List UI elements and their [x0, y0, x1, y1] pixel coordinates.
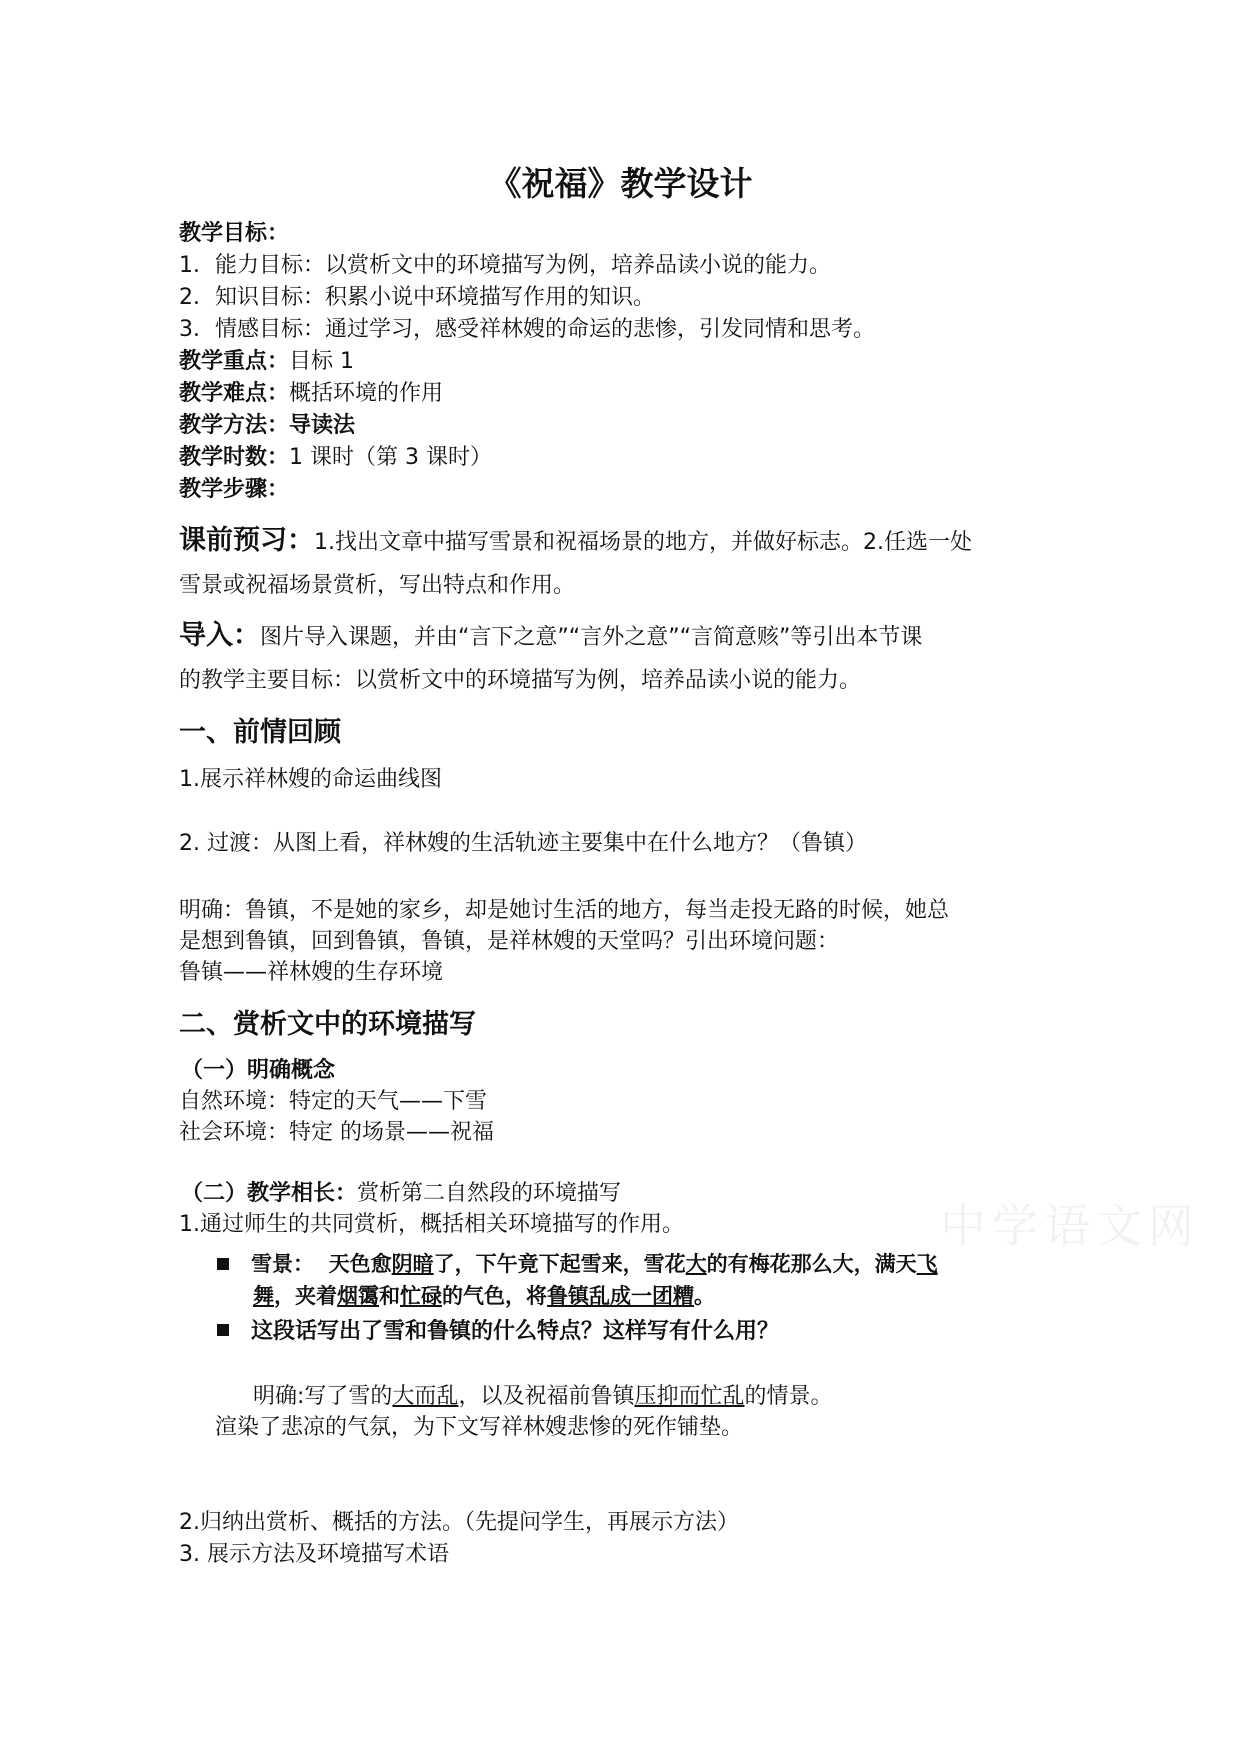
preview-label: 课前预习：: [179, 525, 314, 556]
intro-line-1: [179, 619, 922, 655]
difficulty-value: 概括环境的作用: [289, 381, 444, 406]
answer-text: 的情景。: [744, 1384, 833, 1409]
answer-line-2: 渲染了悲凉的气氛，为下文写祥林嫂悲惨的死作铺垫。: [215, 1415, 744, 1440]
steps-label: 教学步骤：: [179, 477, 290, 502]
subsection1-heading: （一）明确概念: [181, 1058, 336, 1083]
answer-underline: 大而乱: [392, 1384, 459, 1409]
intro-label: 导入：: [179, 620, 260, 651]
section1-clarify-3: 鲁镇——祥林嫂的生存环境: [179, 960, 444, 985]
answer-underline: 压抑而忙乱: [634, 1384, 745, 1409]
natural-environment: 自然环境：特定的天气——下雪: [179, 1089, 488, 1114]
quote-text: 的有梅花那么大，满天: [706, 1251, 917, 1276]
quote-text: 天色愈: [328, 1251, 392, 1276]
section1-clarify-1: 明确：鲁镇，不是她的家乡，却是她讨生活的地方，每当走投无路的时候，她总: [179, 898, 950, 923]
hours-value: 1 课时（第 3 课时）: [289, 445, 492, 470]
objective-2: 2．知识目标：积累小说中环境描写作用的知识。: [179, 285, 655, 310]
snow-label: 雪景：: [251, 1251, 314, 1276]
quote-text: 和: [379, 1283, 400, 1308]
document-title: 《祝福》教学设计: [488, 164, 753, 203]
quote-text: 的气色，将: [442, 1283, 547, 1308]
quote-text: 。: [694, 1283, 715, 1308]
preview-text-1: 1.找出文章中描写雪景和祝福场景的地方，并做好标志。2.任选一处: [314, 530, 972, 555]
section1-item-2: 2. 过渡：从图上看，祥林嫂的生活轨迹主要集中在什么地方？（鲁镇）: [179, 831, 867, 856]
focus-label: 教学重点：: [179, 349, 290, 374]
quote-underline: 舞: [253, 1283, 274, 1308]
watermark: 中学语文网: [940, 1199, 1200, 1253]
quote-underline: 大: [685, 1251, 707, 1276]
difficulty-label: 教学难点：: [179, 381, 290, 406]
preview-line-2: 雪景或祝福场景赏析，写出特点和作用。: [179, 573, 576, 598]
method-label: 教学方法：: [179, 413, 290, 438]
quote-underline: 阴暗: [391, 1251, 434, 1276]
objective-3: 3．情感目标：通过学习，感受祥林嫂的命运的悲惨，引发同情和思考。: [179, 317, 875, 342]
quote-text: ，夹着: [274, 1283, 337, 1308]
quote-text: 了，下午竟下起雪来，雪花: [433, 1251, 686, 1276]
snow-quote-line-1: [217, 1250, 938, 1278]
social-environment: 社会环境：特定 的场景——祝福: [179, 1120, 494, 1145]
quote-underline: 飞: [916, 1251, 938, 1276]
section2-item-3: 3. 展示方法及环境描写术语: [179, 1542, 449, 1567]
snow-quote-line-2: [253, 1282, 715, 1310]
section1-heading: 一、前情回顾: [179, 717, 341, 748]
quote-underline: 鲁镇乱成一团糟: [547, 1283, 694, 1308]
preview-line-1: [179, 524, 972, 560]
subsection2-line: [181, 1180, 621, 1208]
bullet-icon: [217, 1258, 229, 1270]
subsection2-text: 赏析第二自然段的环境描写: [357, 1181, 622, 1206]
intro-line-2: 的教学主要目标：以赏析文中的环境描写为例，培养品读小说的能力。: [179, 668, 862, 693]
focus-line: [179, 348, 354, 376]
section2-heading: 二、赏析文中的环境描写: [179, 1009, 476, 1040]
hours-line: [179, 444, 492, 472]
subsection2-label: （二）教学相长：: [181, 1181, 358, 1206]
method-line: [179, 412, 355, 440]
objectives-heading: 教学目标：: [179, 221, 290, 246]
quote-underline: 烟霭: [337, 1283, 379, 1308]
objective-1: 1．能力目标：以赏析文中的环境描写为例，培养品读小说的能力。: [179, 253, 831, 278]
answer-text: 明确:写了雪的: [253, 1384, 393, 1409]
difficulty-line: [179, 380, 443, 408]
section2-item-1: 1.通过师生的共同赏析，概括相关环境描写的作用。: [179, 1212, 684, 1237]
focus-value: 目标 1: [289, 349, 355, 374]
intro-text-1: 图片导入课题，并由“言下之意”“言外之意”“言简意赅”等引出本节课: [260, 625, 923, 650]
quote-underline: 忙碌: [400, 1283, 442, 1308]
question-line: [217, 1318, 779, 1346]
hours-label: 教学时数：: [179, 445, 290, 470]
question-text: 这段话写出了雪和鲁镇的什么特点？这样写有什么用？: [251, 1319, 780, 1344]
bullet-icon: [217, 1324, 229, 1336]
answer-line-1: [253, 1383, 832, 1411]
section2-item-2: 2.归纳出赏析、概括的方法。（先提问学生，再展示方法）: [179, 1510, 739, 1535]
answer-text: ，以及祝福前鲁镇: [458, 1384, 635, 1409]
section1-item-1: 1.展示祥林嫂的命运曲线图: [179, 767, 442, 792]
section1-clarify-2: 是想到鲁镇，回到鲁镇，鲁镇，是祥林嫂的天堂吗？引出环境问题：: [179, 929, 840, 954]
method-value: 导读法: [289, 413, 356, 438]
